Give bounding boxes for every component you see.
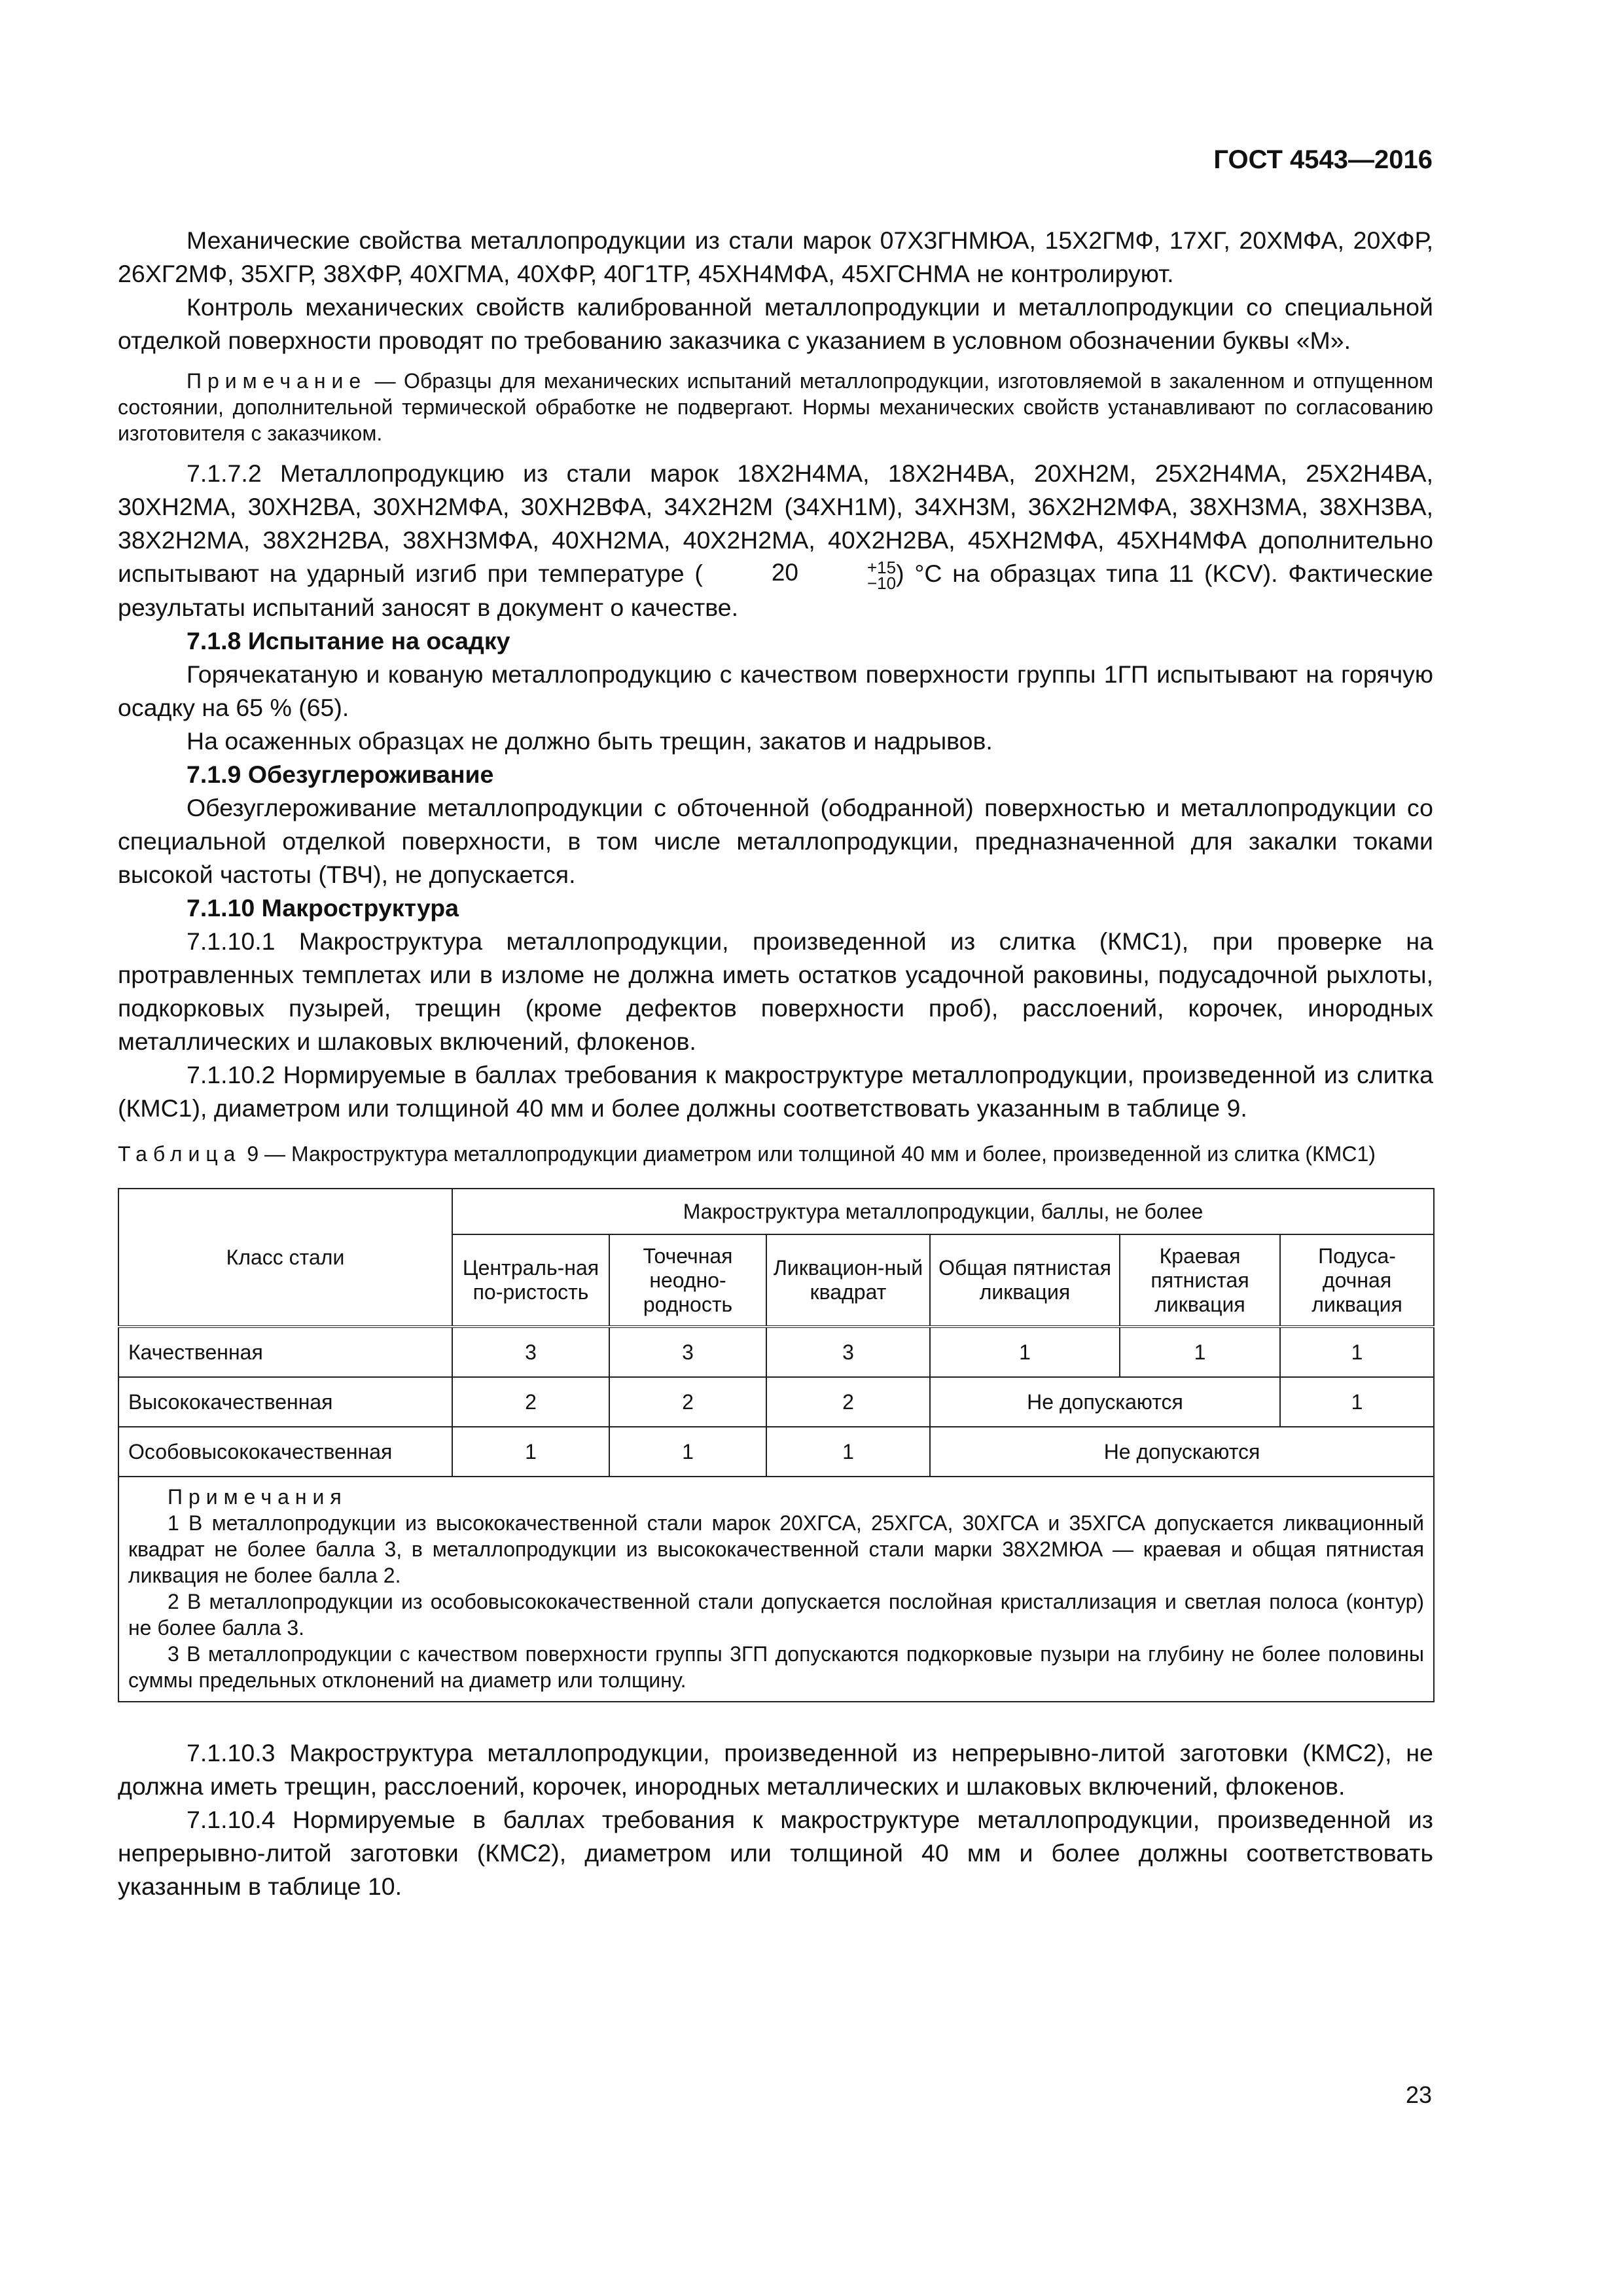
temperature-tolerance [703,558,897,594]
note [118,368,1433,446]
table-cell: Не допускаются [930,1427,1434,1477]
document-header: ГОСТ 4543—2016 [1213,145,1433,174]
column-group-header: Макроструктура металлопродукции, баллы, не более [452,1189,1434,1234]
paragraph: 7.1.10.1 Макроструктура металлопродукции, произведенной из слитка (КМС1), при проверке на протравленных темплетах или в изломе не должна иметь остатков усадочной раковины, подусадочной рыхлоты, подкорковых пузырей, трещин (кроме дефектов поверхности проб), расслоений, корочек, инородных металлических и шлаковых включений, флокенов. [118,927,1433,1056]
table-cell: 1 [1280,1377,1434,1427]
column-header: Общая пятнистая ликвация [930,1234,1120,1327]
table-cell: 2 [609,1377,766,1427]
table-caption [118,1139,1433,1168]
temperature-minus: −10 [866,573,897,594]
paragraph: Механические свойства металлопродукции из стали марок 07Х3ГНМЮА, 15Х2ГМФ, 17ХГ, 20ХМФА, 20ХФР, 26ХГ2МФ, 35ХГР, 38ХФР, 40ХГМА, 40ХФР, 40Г1ТР, 45ХН4МФА, 45ХГСНМА не контролируют. [118,226,1433,287]
paragraph: 7.1.10.3 Макроструктура металлопродукции, произведенной из непрерывно-литой заготовки (КМС2), не должна иметь трещин, расслоений, корочек, инородных металлических и шлаковых включений, флокенов. [118,1739,1433,1801]
section-heading: 7.1.9 Обезуглероживание [187,761,494,789]
table-cell: 3 [452,1327,609,1377]
column-header: Краевая пятнистая ликвация [1120,1234,1280,1327]
macrostructure-table [118,1188,1435,1702]
column-header: Централь-ная по-ристость [452,1234,609,1327]
paragraph-text: 7.1.7.2 Металлопродукцию из стали марок 18Х2Н4МА, 18Х2Н4ВА, 20ХН2М, 25Х2Н4МА, 25Х2Н4ВА, 30ХН2МА, 30ХН2ВА, 30ХН2МФА, 30ХН2ВФА, 34Х2Н2М (34ХН1М), 34ХН3М, 36Х2Н2МФА, 38ХН3МА, 38ХН3ВА, 38Х2Н2МА, 38Х2Н2ВА, 38ХН3МФА, 40ХН2МА, 40Х2Н2МА, 40Х2Н2ВА, 45ХН2МФА, 45ХН4МФА дополнительно испытывают на ударный изгиб при температуре ( [118,459,1433,587]
temperature-base: 20 [771,559,798,586]
table-cell: 2 [452,1377,609,1427]
table-cell: 1 [930,1327,1120,1377]
table-cell: 3 [609,1327,766,1377]
table-note: 2 В металлопродукции из особовысококачественной стали допускается послойная кристаллизация и светлая полоса (контур) не более балла 3. [128,1590,1425,1640]
column-header-class: Класс стали [118,1189,452,1327]
column-header: Точечная неодно-родность [609,1234,766,1327]
table-cell: 1 [1120,1327,1280,1377]
table-cell: 1 [452,1427,609,1477]
table-cell: 2 [766,1377,930,1427]
table-cell: 1 [609,1427,766,1477]
paragraph: Горячекатаную и кованую металлопродукцию с качеством поверхности группы 1ГП испытывают на горячую осадку на 65 % (65). [118,660,1433,722]
table-cell: Высококачественная [118,1377,452,1427]
paragraph: На осаженных образцах не должно быть трещин, закатов и надрывов. [187,727,993,755]
table-row [118,1377,1434,1427]
paragraph: Обезуглероживание металлопродукции с обточенной (ободранной) поверхностью и металлопродукции со специальной отделкой поверхности, в том числе металлопродукции, предназначенной для закалки токами высокой частоты (ТВЧ), не допускается. [118,794,1433,889]
notes-title: Примечания [168,1485,348,1509]
table-cell: Качественная [118,1327,452,1377]
column-header: Ликвацион-ный квадрат [766,1234,930,1327]
table-cell: Особовысококачественная [118,1427,452,1477]
table-cell: 1 [1280,1327,1434,1377]
table-cell: 3 [766,1327,930,1377]
table-notes [118,1477,1434,1702]
table-cell: Не допускаются [930,1377,1280,1427]
paragraph-text: ) °С на образцах типа 11 (KCV). Фактические результаты испытаний заносят в документ о качестве. [118,560,1434,622]
note-label: Примечание [187,369,367,393]
table-note: 1 В металлопродукции из высококачественной стали марок 20ХГСА, 25ХГСА, 30ХГСА и 35ХГСА допускается ликвационный квадрат не более балла 3, в металлопродукции из высококачественной стали марки 38Х2МЮА — краевая и общая пятнистая ликвация не более балла 2. [128,1511,1425,1588]
table-row [118,1427,1434,1477]
section-heading: 7.1.10 Макроструктура [187,894,459,922]
table-caption-text: 9 — Макроструктура металлопродукции диаметром или толщиной 40 мм и более, произведенной из слитка (КМС1) [241,1142,1376,1166]
note-text: — Образцы для механических испытаний металлопродукции, изготовляемой в закаленном и отпущенном состоянии, дополнительной термической обработке не подвергают. Нормы механических свойств устанавливают по согласованию изготовителя с заказчиком. [118,369,1433,445]
document-body [118,224,1433,1903]
page-number: 23 [1405,2081,1432,2108]
table-cell: 1 [766,1427,930,1477]
paragraph-7-1-7-2 [118,457,1433,624]
temperature-plus: +15 [866,558,897,578]
paragraph: Контроль механических свойств калиброванной металлопродукции и металлопродукции со специальной отделкой поверхности проводят по требованию заказчика с указанием в условном обозначении буквы «М». [118,293,1433,354]
table-note: 3 В металлопродукции с качеством поверхности группы 3ГП допускаются подкорковые пузыри на глубину не более половины суммы предельных отклонений на диаметр или толщину. [128,1642,1425,1693]
table-caption-label: Таблица [118,1142,241,1166]
paragraph: 7.1.10.2 Нормируемые в баллах требования к макроструктуре металлопродукции, произведенной из слитка (КМС1), диаметром или толщиной 40 мм и более должны соответствовать указанным в таблице 9. [118,1061,1433,1122]
column-header: Подуса-дочная ликвация [1280,1234,1434,1327]
section-heading: 7.1.8 Испытание на осадку [187,627,510,655]
paragraph: 7.1.10.4 Нормируемые в баллах требования к макроструктуре металлопродукции, произведенной из непрерывно-литой заготовки (КМС2), диаметром или толщиной 40 мм и более должны соответствовать указанным в таблице 10. [118,1806,1433,1901]
table-row [118,1327,1434,1377]
